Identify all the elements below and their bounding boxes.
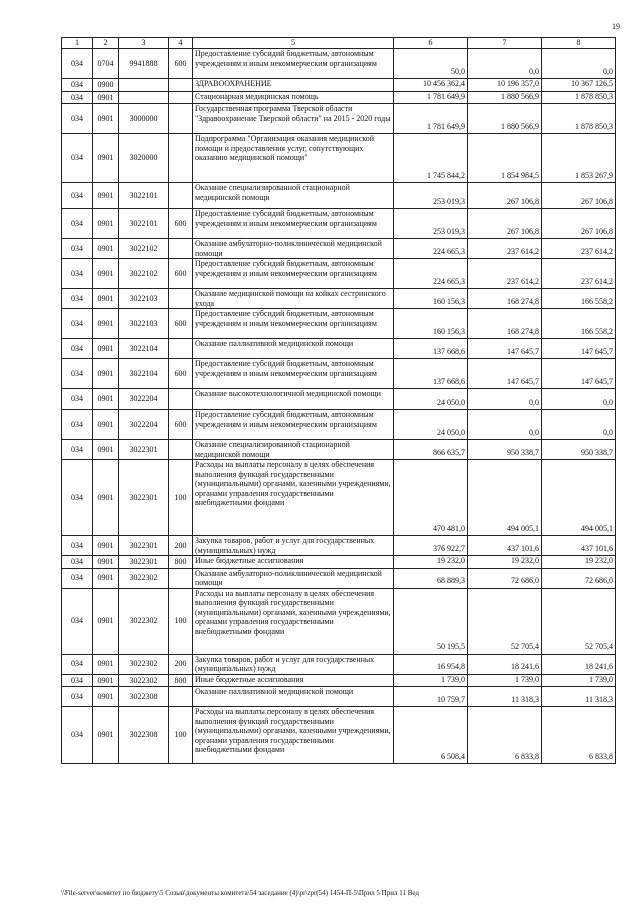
amount-2016-cell: 1 880 566,9 (468, 104, 542, 134)
table-row (62, 536, 616, 556)
amount-2016-cell: 10 196 357,0 (468, 79, 542, 92)
amount-2015-cell: 24 050,0 (394, 410, 468, 440)
section-code-cell: 0901 (93, 134, 119, 183)
amount-2015-cell: 160 156,3 (394, 289, 468, 309)
item-name-cell: Предоставление субсидий бюджетным, автономным учреждениям и иным некоммерческим организациям (193, 49, 394, 79)
amount-2017-cell: 267 106,8 (542, 209, 616, 239)
ministry-code-cell: 034 (62, 687, 93, 707)
amount-2016-cell: 437 101,6 (468, 536, 542, 556)
expense-type-cell (169, 79, 193, 92)
target-article-cell: 9941888 (119, 49, 169, 79)
header-cell: 8 (542, 38, 616, 49)
target-article-cell: 3022102 (119, 239, 169, 259)
amount-2015-cell: 50,0 (394, 49, 468, 79)
ministry-code-cell: 034 (62, 209, 93, 239)
amount-2015-cell: 866 635,7 (394, 440, 468, 460)
expense-type-cell (169, 104, 193, 134)
amount-2015-cell: 50 195,5 (394, 588, 468, 654)
expense-type-cell (169, 389, 193, 410)
item-name-cell: Стационарная медицинская помощь (193, 91, 394, 104)
item-name-cell: Закупка товаров, работ и услуг для государственных (муниципальных) нужд (193, 536, 394, 556)
item-name-cell: Оказание медицинской помощи на койках сестринского ухода (193, 289, 394, 309)
target-article-cell: 3022102 (119, 259, 169, 289)
amount-2015-cell: 470 481,0 (394, 460, 468, 536)
amount-2015-cell: 10 759,7 (394, 687, 468, 707)
expense-type-cell (169, 568, 193, 588)
expense-type-cell: 600 (169, 309, 193, 339)
item-name-cell: Оказание паллиативной медицинской помощи (193, 687, 394, 707)
expense-type-cell: 200 (169, 536, 193, 556)
target-article-cell: 3022301 (119, 460, 169, 536)
ministry-code-cell: 034 (62, 556, 93, 569)
section-code-cell: 0901 (93, 674, 119, 687)
amount-2015-cell: 160 156,3 (394, 309, 468, 339)
table-row (62, 79, 616, 92)
table-row (62, 289, 616, 309)
amount-2017-cell: 1 739,0 (542, 674, 616, 687)
target-article-cell: 3022308 (119, 707, 169, 764)
item-name-cell: Иные бюджетные ассигнования (193, 556, 394, 569)
item-name-cell: Предоставление субсидий бюджетным, автономным учреждениям и иным некоммерческим организациям (193, 209, 394, 239)
section-code-cell: 0901 (93, 339, 119, 359)
header-cell: 1 (62, 38, 93, 49)
target-article-cell: 3000000 (119, 104, 169, 134)
amount-2015-cell: 24 050,0 (394, 389, 468, 410)
item-name-cell: Оказание специализированной стационарной медицинской помощи (193, 183, 394, 209)
amount-2017-cell: 0,0 (542, 49, 616, 79)
amount-2015-cell: 10 456 362,4 (394, 79, 468, 92)
expense-type-cell: 200 (169, 654, 193, 674)
target-article-cell: 3022302 (119, 588, 169, 654)
target-article-cell: 3022301 (119, 556, 169, 569)
expense-type-cell: 100 (169, 588, 193, 654)
table-row (62, 440, 616, 460)
item-name-cell: Предоставление субсидий бюджетным, автономным учреждениям и иным некоммерческим организациям (193, 410, 394, 440)
target-article-cell: 3022103 (119, 289, 169, 309)
section-code-cell: 0901 (93, 309, 119, 339)
target-article-cell: 3022302 (119, 568, 169, 588)
amount-2017-cell: 10 367 126,5 (542, 79, 616, 92)
expense-type-cell (169, 289, 193, 309)
target-article-cell: 3022308 (119, 687, 169, 707)
amount-2017-cell: 237 614,2 (542, 239, 616, 259)
amount-2016-cell: 950 338,7 (468, 440, 542, 460)
amount-2015-cell: 137 668,6 (394, 359, 468, 389)
amount-2016-cell: 0,0 (468, 389, 542, 410)
amount-2016-cell: 19 232,0 (468, 556, 542, 569)
table-row (62, 359, 616, 389)
table-row (62, 687, 616, 707)
amount-2015-cell: 68 889,3 (394, 568, 468, 588)
ministry-code-cell: 034 (62, 49, 93, 79)
ministry-code-cell: 034 (62, 359, 93, 389)
amount-2017-cell: 237 614,2 (542, 259, 616, 289)
header-cell: 2 (93, 38, 119, 49)
ministry-code-cell: 034 (62, 104, 93, 134)
expense-type-cell: 600 (169, 49, 193, 79)
amount-2017-cell: 267 106,8 (542, 183, 616, 209)
item-name-cell: Закупка товаров, работ и услуг для государственных (муниципальных) нужд (193, 654, 394, 674)
target-article-cell: 3022302 (119, 654, 169, 674)
item-name-cell: Предоставление субсидий бюджетным, автономным учреждениям и иным некоммерческим организациям (193, 309, 394, 339)
target-article-cell (119, 79, 169, 92)
expense-type-cell (169, 134, 193, 183)
table-row (62, 707, 616, 764)
item-name-cell: Оказание амбулаторно-поликлинической медицинской помощи (193, 239, 394, 259)
expense-type-cell: 800 (169, 674, 193, 687)
amount-2016-cell: 6 833,8 (468, 707, 542, 764)
expense-type-cell (169, 440, 193, 460)
section-code-cell: 0901 (93, 460, 119, 536)
amount-2015-cell: 6 508,4 (394, 707, 468, 764)
section-code-cell: 0901 (93, 239, 119, 259)
amount-2016-cell: 168 274,8 (468, 289, 542, 309)
target-article-cell: 3022204 (119, 410, 169, 440)
amount-2017-cell: 494 005,1 (542, 460, 616, 536)
target-article-cell: 3020000 (119, 134, 169, 183)
ministry-code-cell: 034 (62, 289, 93, 309)
header-cell: 7 (468, 38, 542, 49)
amount-2017-cell: 1 878 850,3 (542, 91, 616, 104)
section-code-cell: 0704 (93, 49, 119, 79)
ministry-code-cell: 034 (62, 309, 93, 339)
section-code-cell: 0901 (93, 259, 119, 289)
table-row (62, 568, 616, 588)
section-code-cell: 0901 (93, 568, 119, 588)
section-code-cell: 0901 (93, 104, 119, 134)
amount-2016-cell: 147 645,7 (468, 339, 542, 359)
item-name-cell: Расходы на выплаты персоналу в целях обеспечения выполнения функций государственными (муниципальными) органами, казенными учреждениями, органами управления государственными внебюджетными фондами (193, 588, 394, 654)
amount-2016-cell: 18 241,6 (468, 654, 542, 674)
table-row (62, 134, 616, 183)
amount-2016-cell: 1 739,0 (468, 674, 542, 687)
amount-2016-cell: 147 645,7 (468, 359, 542, 389)
section-code-cell: 0901 (93, 440, 119, 460)
amount-2016-cell: 52 705,4 (468, 588, 542, 654)
table-row (62, 104, 616, 134)
ministry-code-cell: 034 (62, 239, 93, 259)
page-number: 19 (612, 22, 620, 31)
table-row (62, 410, 616, 440)
section-code-cell: 0901 (93, 588, 119, 654)
target-article-cell: 3022104 (119, 359, 169, 389)
amount-2016-cell: 237 614,2 (468, 239, 542, 259)
amount-2016-cell: 237 614,2 (468, 259, 542, 289)
section-code-cell: 0901 (93, 91, 119, 104)
amount-2017-cell: 72 686,0 (542, 568, 616, 588)
item-name-cell: Подпрограмма "Организация оказания медицинской помощи и предоставления услуг, сопутствующих оказанию медицинской помощи" (193, 134, 394, 183)
header-cell: 3 (119, 38, 169, 49)
item-name-cell: Предоставление субсидий бюджетным, автономным учреждениям и иным некоммерческим организациям (193, 359, 394, 389)
item-name-cell: Расходы на выплаты персоналу в целях обеспечения выполнения функций государственными (муниципальными) органами, казенными учреждениями, органами управления государственными внебюджетными фондами (193, 707, 394, 764)
budget-table (61, 37, 616, 764)
amount-2017-cell: 6 833,8 (542, 707, 616, 764)
table-row (62, 49, 616, 79)
expense-type-cell: 100 (169, 707, 193, 764)
table-row (62, 389, 616, 410)
table-row (62, 183, 616, 209)
item-name-cell: Оказание амбулаторно-поликлинической медицинской помощи (193, 568, 394, 588)
amount-2016-cell: 72 686,0 (468, 568, 542, 588)
target-article-cell (119, 91, 169, 104)
ministry-code-cell: 034 (62, 134, 93, 183)
amount-2015-cell: 253 019,3 (394, 209, 468, 239)
expense-type-cell: 600 (169, 259, 193, 289)
section-code-cell: 0901 (93, 209, 119, 239)
section-code-cell: 0901 (93, 289, 119, 309)
item-name-cell: Расходы на выплаты персоналу в целях обеспечения выполнения функций государственными (муниципальными) органами, казенными учреждениями, органами управления государственными внебюджетными фондами (193, 460, 394, 536)
section-code-cell: 0901 (93, 183, 119, 209)
amount-2015-cell: 16 954,8 (394, 654, 468, 674)
table-row (62, 654, 616, 674)
amount-2017-cell: 147 645,7 (542, 359, 616, 389)
target-article-cell: 3022301 (119, 440, 169, 460)
expense-type-cell: 600 (169, 359, 193, 389)
section-code-cell: 0901 (93, 707, 119, 764)
amount-2016-cell: 494 005,1 (468, 460, 542, 536)
amount-2015-cell: 19 232,0 (394, 556, 468, 569)
amount-2017-cell: 0,0 (542, 389, 616, 410)
ministry-code-cell: 034 (62, 440, 93, 460)
amount-2017-cell: 166 558,2 (542, 289, 616, 309)
section-code-cell: 0901 (93, 359, 119, 389)
table-row (62, 588, 616, 654)
amount-2017-cell: 18 241,6 (542, 654, 616, 674)
ministry-code-cell: 034 (62, 91, 93, 104)
table-row (62, 309, 616, 339)
section-code-cell: 0901 (93, 654, 119, 674)
amount-2017-cell: 437 101,6 (542, 536, 616, 556)
amount-2016-cell: 11 318,3 (468, 687, 542, 707)
item-name-cell: Государственная программа Тверской области "Здравоохранение Тверской области" на 2015 - 2020 годы (193, 104, 394, 134)
table-row (62, 556, 616, 569)
expense-type-cell: 600 (169, 410, 193, 440)
amount-2015-cell: 1 781 649,9 (394, 104, 468, 134)
amount-2017-cell: 166 558,2 (542, 309, 616, 339)
table-row (62, 239, 616, 259)
amount-2016-cell: 0,0 (468, 410, 542, 440)
amount-2017-cell: 11 318,3 (542, 687, 616, 707)
expense-type-cell (169, 183, 193, 209)
ministry-code-cell: 034 (62, 389, 93, 410)
expense-type-cell: 600 (169, 209, 193, 239)
target-article-cell: 3022104 (119, 339, 169, 359)
item-name-cell: Предоставление субсидий бюджетным, автономным учреждениям и иным некоммерческим организациям (193, 259, 394, 289)
item-name-cell: Оказание высокотехнологичной медицинской помощи (193, 389, 394, 410)
amount-2015-cell: 137 668,6 (394, 339, 468, 359)
amount-2016-cell: 267 106,8 (468, 183, 542, 209)
expense-type-cell (169, 91, 193, 104)
ministry-code-cell: 034 (62, 588, 93, 654)
table-row (62, 674, 616, 687)
expense-type-cell (169, 687, 193, 707)
header-cell: 4 (169, 38, 193, 49)
section-code-cell: 0901 (93, 536, 119, 556)
amount-2016-cell: 1 880 566,9 (468, 91, 542, 104)
file-path-footer: \\File-server\комитет по бюджету\5 Созыв\документы комитета\54 заседание (4)\pr\zpr(54) 1454-П-5\Прил 5 Прил 11 Вед (61, 889, 419, 897)
expense-type-cell (169, 339, 193, 359)
header-cell: 5 (193, 38, 394, 49)
target-article-cell: 3022103 (119, 309, 169, 339)
ministry-code-cell: 034 (62, 536, 93, 556)
expense-type-cell (169, 239, 193, 259)
table-row (62, 339, 616, 359)
amount-2015-cell: 253 019,3 (394, 183, 468, 209)
item-name-cell: Иные бюджетные ассигнования (193, 674, 394, 687)
section-code-cell: 0901 (93, 687, 119, 707)
amount-2015-cell: 224 665,3 (394, 259, 468, 289)
table-row (62, 259, 616, 289)
section-code-cell: 0901 (93, 389, 119, 410)
ministry-code-cell: 034 (62, 654, 93, 674)
amount-2016-cell: 267 106,8 (468, 209, 542, 239)
expense-type-cell: 800 (169, 556, 193, 569)
section-code-cell: 0901 (93, 410, 119, 440)
amount-2017-cell: 0,0 (542, 410, 616, 440)
amount-2017-cell: 1 878 850,3 (542, 104, 616, 134)
expense-type-cell: 100 (169, 460, 193, 536)
ministry-code-cell: 034 (62, 183, 93, 209)
amount-2017-cell: 19 232,0 (542, 556, 616, 569)
item-name-cell: Оказание паллиативной медицинской помощи (193, 339, 394, 359)
table-row (62, 209, 616, 239)
target-article-cell: 3022302 (119, 674, 169, 687)
target-article-cell: 3022101 (119, 209, 169, 239)
ministry-code-cell: 034 (62, 339, 93, 359)
target-article-cell: 3022101 (119, 183, 169, 209)
ministry-code-cell: 034 (62, 259, 93, 289)
table-row (62, 460, 616, 536)
amount-2015-cell: 1 739,0 (394, 674, 468, 687)
table-row (62, 91, 616, 104)
item-name-cell: ЗДРАВООХРАНЕНИЕ (193, 79, 394, 92)
amount-2016-cell: 0,0 (468, 49, 542, 79)
amount-2015-cell: 376 922,7 (394, 536, 468, 556)
ministry-code-cell: 034 (62, 79, 93, 92)
amount-2017-cell: 950 338,7 (542, 440, 616, 460)
header-cell: 6 (394, 38, 468, 49)
amount-2017-cell: 52 705,4 (542, 588, 616, 654)
ministry-code-cell: 034 (62, 410, 93, 440)
ministry-code-cell: 034 (62, 568, 93, 588)
amount-2017-cell: 147 645,7 (542, 339, 616, 359)
amount-2017-cell: 1 853 267,9 (542, 134, 616, 183)
amount-2016-cell: 168 274,8 (468, 309, 542, 339)
ministry-code-cell: 034 (62, 707, 93, 764)
ministry-code-cell: 034 (62, 460, 93, 536)
section-code-cell: 0900 (93, 79, 119, 92)
amount-2015-cell: 1 781 649,9 (394, 91, 468, 104)
header-row (62, 38, 616, 49)
section-code-cell: 0901 (93, 556, 119, 569)
amount-2016-cell: 1 854 984,5 (468, 134, 542, 183)
target-article-cell: 3022204 (119, 389, 169, 410)
item-name-cell: Оказание специализированной стационарной медицинской помощи (193, 440, 394, 460)
target-article-cell: 3022301 (119, 536, 169, 556)
amount-2015-cell: 1 745 844,2 (394, 134, 468, 183)
ministry-code-cell: 034 (62, 674, 93, 687)
amount-2015-cell: 224 665,3 (394, 239, 468, 259)
